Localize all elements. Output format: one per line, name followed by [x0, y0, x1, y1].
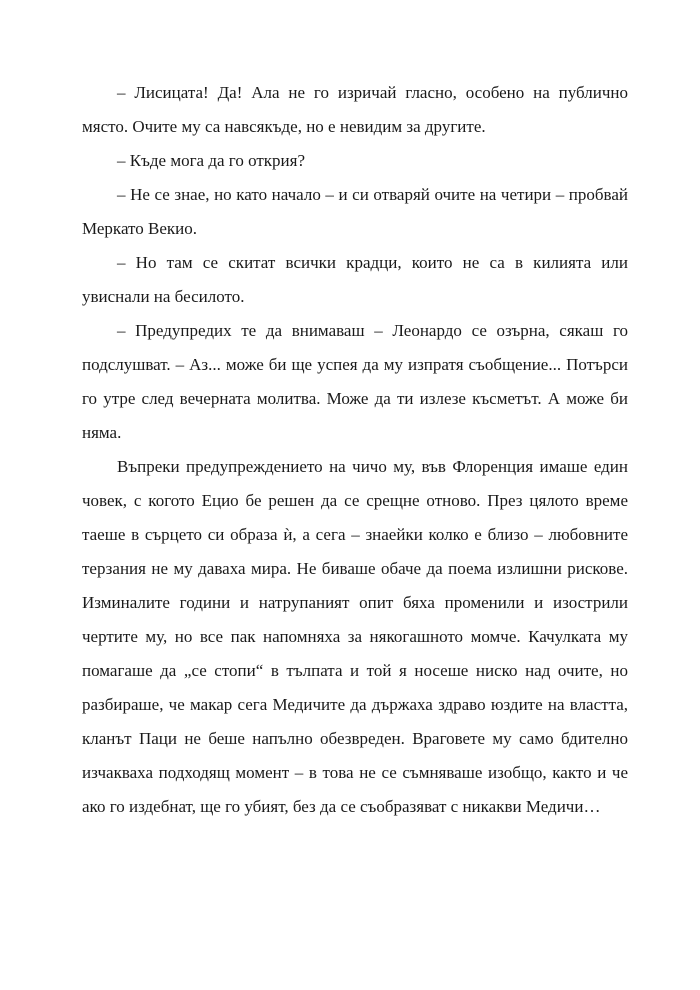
- body-text: [82, 76, 628, 824]
- paragraph: – Лисицата! Да! Ала не го изричай гласно, особено на публично място. Очите му са навсякъде, но е невидим за другите.: [82, 83, 628, 136]
- paragraph: – Къде мога да го открия?: [117, 151, 306, 170]
- paragraph: – Но там се скитат всички крадци, които не са в килията или увиснали на бесилото.: [82, 253, 628, 306]
- paragraph: – Предупредих те да внимаваш – Леонардо се озърна, сякаш го подслушват. – Аз... може би ще успея да му изпратя съобщение... Потърси го утре след вечерната молитва. Може да ти излезе късметът. А може би няма.: [82, 321, 628, 442]
- paragraph: Въпреки предупреждението на чичо му, във Флоренция имаше един човек, с когото Ецио бе решен да се срещне отново. През цялото време таеше в сърцето си образа ѝ, а сега – знаейки колко е близо – любовните терзания не му даваха мира. Не биваше обаче да поема излишни рискове. Изминалите години и натрупаният опит бяха променили и изострили чертите му, но все пак напомняха за някогашното момче. Качулката му помагаше да „се стопи“ в тълпата и той я носеше ниско над очите, но разбираше, че макар сега Медичите да държаха здраво юздите на властта, кланът Паци не беше напълно обезвреден. Враговете му само бдително изчакваха подходящ момент – в това не се съмняваше изобщо, както и че ако го издебнат, ще го убият, без да се съобразяват с никакви Медичи…: [82, 457, 628, 816]
- paragraph: – Не се знае, но като начало – и си отваряй очите на четири – пробвай Меркато Векио.: [82, 185, 628, 238]
